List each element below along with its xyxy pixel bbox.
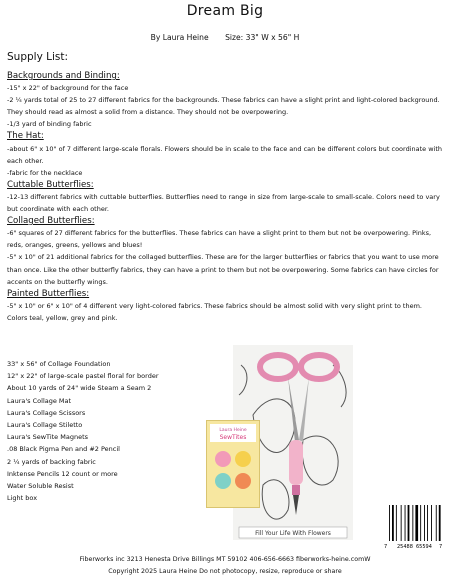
barcode-bar [436,505,437,541]
package-brand: Laura Heine [219,428,247,433]
barcode-bar [420,505,421,541]
supply-list-heading: Supply List: [7,51,69,63]
barcode [384,505,444,551]
pattern-title: Dream Big [186,3,264,19]
supply-item: -1/3 yard of binding fabric [7,120,92,129]
barcode-bar [401,505,402,541]
section-collaged-butterflies [7,215,444,288]
barcode-bar [396,505,397,541]
supply-item: .08 Black Pigma Pen and #2 Pencil [7,445,120,454]
supply-item: Laura's SewTite Magnets [7,433,89,442]
barcode-bar [392,505,394,541]
section-heading: Collaged Butterflies: [7,216,95,227]
barcode-bar [431,505,432,541]
barcode-digit: 7 [384,544,388,550]
supply-item: -fabric for the necklace [7,168,83,177]
section-painted-butterflies [7,288,444,324]
section-heading: Backgrounds and Binding: [7,71,120,81]
barcode-bar [389,505,390,541]
supply-item: 2 ¼ yards of backing fabric [7,457,96,466]
supply-item: -12-13 different fabrics with cuttable butterflies. Butterflies need to range in size from large-scale to small-scale. Colors need to vary but coordinate with each other. [7,192,440,214]
barcode-bar [424,505,425,541]
supply-item: -6" squares of 27 different fabrics for the butterflies. These fabrics can have a slight print to them but not be overpowering. Pinks, reds, oranges, greens, yellows and blues! [7,229,432,250]
supply-item: Light box [7,494,38,503]
barcode-bar [427,505,428,541]
supply-item: Laura's Collage Stiletto [7,421,83,430]
supply-item: 33" x 56" of Collage Foundation [7,360,111,368]
supply-item: Water Soluble Resist [7,482,74,491]
supply-item: -about 6" x 10" of 7 different large-scale florals. Flowers should be in scale to the face and can be different colors but coordinate with each other. [7,144,443,165]
other-supplies-list [7,358,207,504]
package-name: SewTites [219,434,247,441]
sewtites-package [206,420,260,508]
supply-item: -15" x 22" of background for the face [7,84,129,93]
supply-item: 12" x 22" of large-scale pastel floral for border [7,372,159,381]
section-heading: Cuttable Butterflies: [7,179,94,190]
supply-item: About 10 yards of 24" wide Steam a Seam 2 [7,384,152,393]
barcode-bar [408,505,410,541]
package-tagline: Fill Your Life With Flowers [255,530,331,537]
barcode-digits: 25488 [397,544,413,550]
byline [0,33,450,42]
supply-item: -5" x 10" or 6" x 10" of 4 different very light-colored fabrics. These fabrics should be almost solid with very slight print to them. Colors teal, yellow, grey and pink. [7,301,422,322]
barcode-bar [405,505,406,541]
barcode-bar [439,505,441,541]
section-heading: Painted Butterflies: [7,288,90,299]
barcode-bar [412,505,413,541]
author-label: By Laura Heine [150,33,209,42]
section-cuttable-butterflies [7,179,444,215]
supply-item: Inktense Pencils 12 count or more [7,469,118,478]
footer-copyright: Copyright 2025 Laura Heine Do not photocopy, resize, reproduce or share [108,568,342,575]
supply-item: Laura's Collage Scissors [7,408,86,417]
section-backgrounds [7,70,444,130]
barcode-bar [415,505,418,541]
supply-sections [7,70,444,324]
supply-item: Laura's Collage Mat [7,396,72,405]
section-heading: The Hat: [7,131,44,142]
size-label: Size: 33" W x 56" H [225,33,300,42]
footer-address: Fiberworks inc 3213 Henesta Drive Billings MT 59102 406-656-6663 fiberworks-heine.comW [79,556,371,563]
supply-item: -5" x 10" of 21 additional fabrics for the collaged butterflies. These are for the larger butterflies or fabrics that you want to use more than once. Like the other butterfly fabrics, they can have a print to them but not be overpowering. Some fabrics can have circles for accents on the butterfly wings. [7,253,439,286]
supply-item: -2 ¼ yards total of 25 to 27 different fabrics for the backgrounds. These fabrics can have a slight print and light-colored background. They should read as almost a solid from a distance. They should not be overpowering. [7,96,440,117]
barcode-digits: 65594 [416,544,432,550]
barcode-digit: 7 [439,544,443,550]
section-hat [7,130,444,178]
